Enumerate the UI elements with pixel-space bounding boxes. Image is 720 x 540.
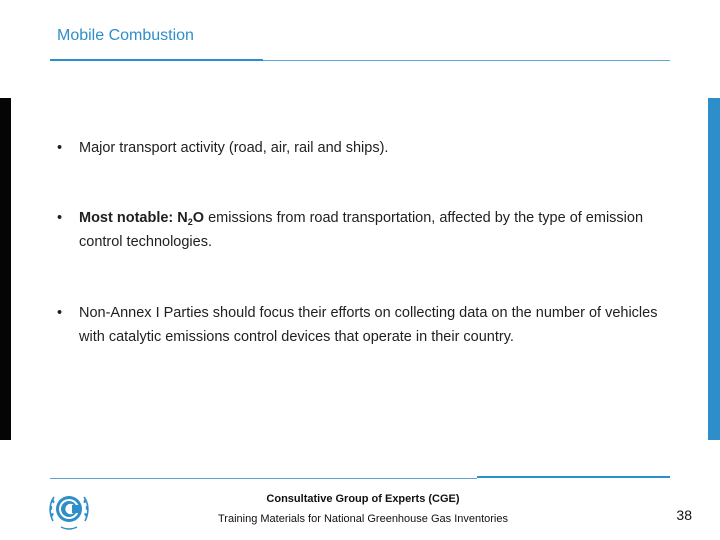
bullet-text: emissions from road transportation, affected by the type of emission control technologies. xyxy=(79,210,644,250)
footer-rule-accent xyxy=(477,476,670,478)
footer-organization: Consultative Group of Experts (CGE) xyxy=(266,493,460,505)
footer-subtitle: Training Materials for National Greenhouse Gas Inventories xyxy=(217,513,508,525)
title-underline-accent xyxy=(50,59,263,61)
page-number: 38 xyxy=(676,507,692,523)
bullet-list xyxy=(55,136,675,349)
right-side-bar xyxy=(708,98,720,440)
bullet-item xyxy=(55,206,675,254)
unfccc-emblem-icon xyxy=(46,487,92,533)
footer-rule xyxy=(50,478,477,479)
bullet-bold-lead: Most notable: $N_2O$ xyxy=(79,210,205,227)
bullet-dot: • xyxy=(57,140,63,156)
bullet-text: Non-Annex I Parties should focus their efforts on collecting data on the number of vehicles with catalytic emissions control devices that operate in their country. xyxy=(79,305,658,345)
bullet-text: Major transport activity (road, air, rail and ships). xyxy=(79,140,389,156)
slide-title: Mobile Combustion xyxy=(57,27,194,44)
bullet-dot: • xyxy=(57,305,63,321)
bullet-item xyxy=(55,136,675,160)
title-underline xyxy=(263,60,670,61)
bullet-dot: • xyxy=(57,210,63,226)
left-side-bar xyxy=(0,98,11,440)
bullet-item xyxy=(55,301,675,349)
